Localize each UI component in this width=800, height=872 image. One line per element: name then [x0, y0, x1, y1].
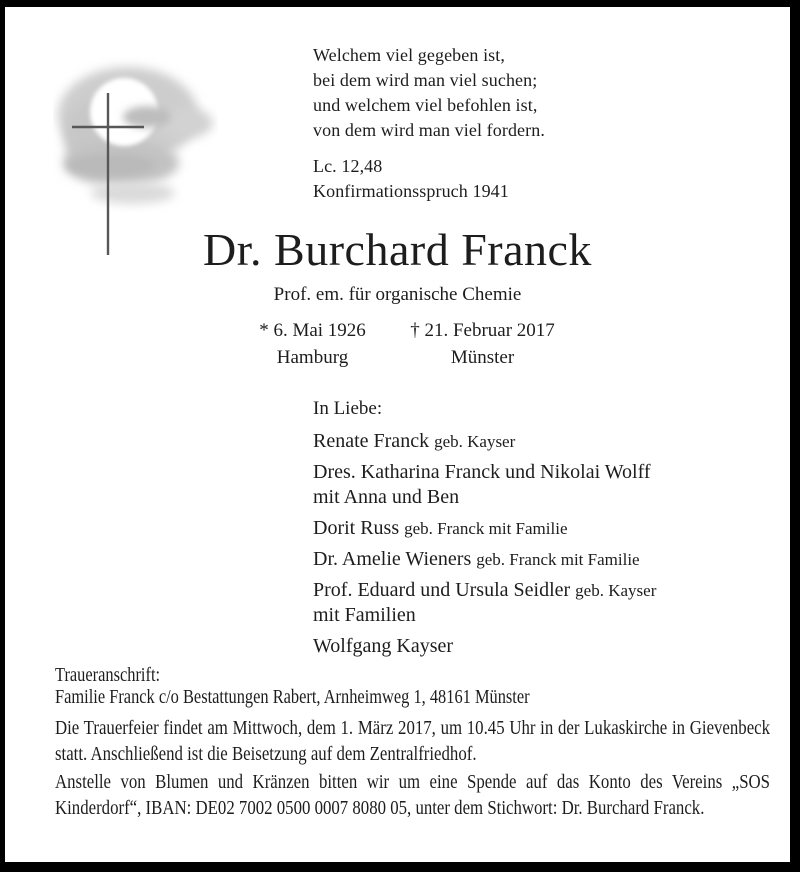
birth-date: * 6. Mai 1926 [259, 320, 366, 341]
mourner-name-line2: mit Anna und Ben [313, 486, 460, 508]
mourners-intro: In Liebe: [313, 398, 383, 419]
mourner-row [313, 429, 656, 454]
quote-line: bei dem wird man viel suchen; [313, 70, 538, 90]
quote-source-note: Konfirmationsspruch 1941 [313, 181, 509, 201]
mourner-name-suffix: geb. Franck mit Familie [476, 550, 640, 569]
birth-info [245, 317, 380, 371]
quote-source: Lc. 12,48 [313, 156, 383, 176]
mourner-row [313, 634, 656, 659]
mourner-name: Renate Franck [313, 430, 430, 452]
mourner-name: Dres. Katharina Franck und Nikolai Wolff [313, 461, 651, 483]
death-date: † 21. Februar 2017 [410, 320, 555, 341]
funeral-details: Die Trauerfeier findet am Mittwoch, dem 1. März 2017, um 10.45 Uhr in der Lukaskirche in Gievenbeck statt. Anschließend ist die Beisetzung auf dem Zentralfriedhof. [55, 717, 771, 765]
mourner-row [313, 516, 656, 541]
obituary-sheet [5, 7, 790, 862]
mourner-row [313, 460, 656, 510]
deceased-name: Dr. Burchard Franck [203, 224, 592, 275]
quote-block [313, 43, 545, 204]
mourner-name-line2: mit Familien [313, 604, 416, 626]
mourner-name-suffix: geb. Kayser [575, 581, 657, 600]
quote-line: von dem wird man viel fordern. [313, 120, 545, 140]
death-info [390, 317, 575, 371]
mourner-row [313, 578, 656, 628]
mourning-address-label: Traueranschrift: [55, 664, 161, 686]
donation-details: Anstelle von Blumen und Kränzen bitten wir um eine Spende auf das Konto des Vereins „SOS Kinderdorf“, IBAN: DE02 7002 0500 0007 8080 05, unter dem Stichwort: Dr. Burchard Franck. [55, 771, 771, 819]
mourner-row [313, 547, 656, 572]
quote-line: und welchem viel befohlen ist, [313, 95, 538, 115]
deceased-profession: Prof. em. für organische Chemie [273, 284, 522, 305]
death-place: Münster [450, 347, 515, 368]
birth-place: Hamburg [276, 347, 349, 368]
mourner-name: Wolfgang Kayser [313, 635, 454, 657]
mourner-name-suffix: geb. Kayser [434, 432, 516, 451]
mourner-name: Dorit Russ [313, 517, 400, 539]
mourner-name: Dr. Amelie Wieners [313, 548, 472, 570]
mourner-name: Prof. Eduard und Ursula Seidler [313, 579, 571, 601]
quote-line: Welchem viel gegeben ist, [313, 45, 505, 65]
mourning-address-value: Familie Franck c/o Bestattungen Rabert, Arnheimweg 1, 48161 Münster [55, 686, 530, 708]
mourners-list [313, 429, 656, 665]
mourner-name-suffix: geb. Franck mit Familie [404, 519, 568, 538]
watercolor-blob [58, 67, 213, 204]
